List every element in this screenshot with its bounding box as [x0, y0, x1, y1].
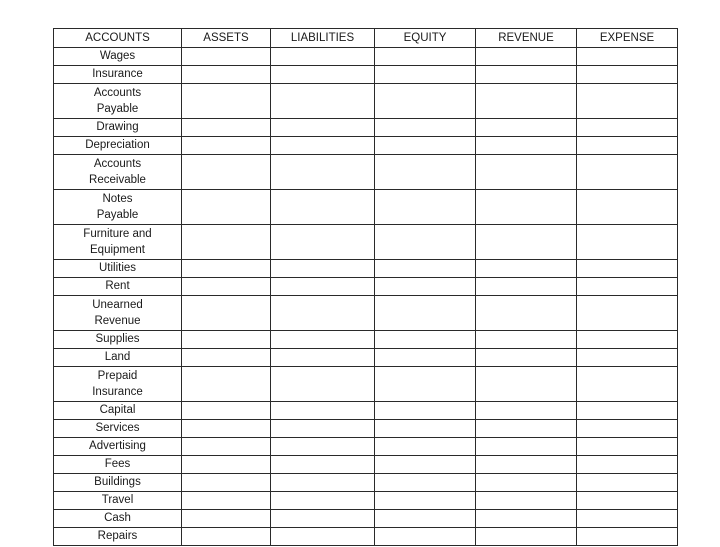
expense-cell[interactable] — [577, 492, 678, 510]
account-name: Unearned Revenue — [92, 298, 143, 327]
table-row — [54, 137, 678, 155]
account-name: Services — [95, 422, 140, 435]
expense-cell[interactable] — [577, 119, 678, 137]
header-assets: ASSETS — [182, 29, 271, 48]
accounts-worksheet — [53, 28, 678, 546]
expense-cell[interactable] — [577, 474, 678, 492]
liabilities-cell[interactable] — [271, 84, 375, 119]
account-name-cell — [54, 331, 182, 349]
revenue-cell[interactable] — [476, 438, 577, 456]
equity-cell[interactable] — [375, 155, 476, 190]
account-name: Utilities — [98, 262, 137, 275]
assets-cell[interactable] — [182, 260, 271, 278]
account-name-cell — [54, 492, 182, 510]
table-row — [54, 367, 678, 402]
liabilities-cell[interactable] — [271, 137, 375, 155]
table-row — [54, 438, 678, 456]
account-name-cell — [54, 278, 182, 296]
assets-cell[interactable] — [182, 48, 271, 66]
expense-cell[interactable] — [577, 402, 678, 420]
revenue-cell[interactable] — [476, 225, 577, 260]
table-row — [54, 84, 678, 119]
liabilities-cell[interactable] — [271, 492, 375, 510]
revenue-cell[interactable] — [476, 349, 577, 367]
header-expense: EXPENSE — [577, 29, 678, 48]
expense-cell[interactable] — [577, 510, 678, 528]
expense-cell[interactable] — [577, 438, 678, 456]
table-row — [54, 190, 678, 225]
expense-cell[interactable] — [577, 528, 678, 546]
assets-cell[interactable] — [182, 420, 271, 438]
account-name-cell — [54, 66, 182, 84]
account-name-cell — [54, 48, 182, 66]
equity-cell[interactable] — [375, 278, 476, 296]
account-name-cell — [54, 190, 182, 225]
expense-cell[interactable] — [577, 278, 678, 296]
liabilities-cell[interactable] — [271, 438, 375, 456]
assets-cell[interactable] — [182, 190, 271, 225]
table-row — [54, 296, 678, 331]
account-name: Notes Payable — [96, 192, 139, 221]
equity-cell[interactable] — [375, 492, 476, 510]
table-row — [54, 420, 678, 438]
revenue-cell[interactable] — [476, 137, 577, 155]
assets-cell[interactable] — [182, 331, 271, 349]
expense-cell[interactable] — [577, 66, 678, 84]
account-name-cell — [54, 155, 182, 190]
liabilities-cell[interactable] — [271, 456, 375, 474]
table-row — [54, 331, 678, 349]
revenue-cell[interactable] — [476, 528, 577, 546]
table-row — [54, 474, 678, 492]
table-row — [54, 510, 678, 528]
assets-cell[interactable] — [182, 349, 271, 367]
revenue-cell[interactable] — [476, 260, 577, 278]
account-name: Land — [104, 351, 131, 364]
account-name-cell — [54, 225, 182, 260]
table-row — [54, 119, 678, 137]
expense-cell[interactable] — [577, 456, 678, 474]
table-row — [54, 225, 678, 260]
account-name: Furniture and Equipment — [83, 227, 152, 256]
assets-cell[interactable] — [182, 225, 271, 260]
liabilities-cell[interactable] — [271, 349, 375, 367]
liabilities-cell[interactable] — [271, 528, 375, 546]
revenue-cell[interactable] — [476, 367, 577, 402]
account-name: Cash — [104, 512, 131, 525]
account-name-cell — [54, 456, 182, 474]
equity-cell[interactable] — [375, 119, 476, 137]
equity-cell[interactable] — [375, 402, 476, 420]
expense-cell[interactable] — [577, 190, 678, 225]
assets-cell[interactable] — [182, 528, 271, 546]
account-name-cell — [54, 438, 182, 456]
expense-cell[interactable] — [577, 367, 678, 402]
liabilities-cell[interactable] — [271, 225, 375, 260]
table-row — [54, 48, 678, 66]
liabilities-cell[interactable] — [271, 367, 375, 402]
revenue-cell[interactable] — [476, 84, 577, 119]
assets-cell[interactable] — [182, 492, 271, 510]
assets-cell[interactable] — [182, 474, 271, 492]
assets-cell[interactable] — [182, 278, 271, 296]
equity-cell[interactable] — [375, 331, 476, 349]
revenue-cell[interactable] — [476, 331, 577, 349]
liabilities-cell[interactable] — [271, 402, 375, 420]
equity-cell[interactable] — [375, 528, 476, 546]
equity-cell[interactable] — [375, 438, 476, 456]
equity-cell[interactable] — [375, 137, 476, 155]
account-name-cell — [54, 367, 182, 402]
account-name: Repairs — [97, 530, 138, 543]
equity-cell[interactable] — [375, 456, 476, 474]
liabilities-cell[interactable] — [271, 260, 375, 278]
equity-cell[interactable] — [375, 296, 476, 331]
equity-cell[interactable] — [375, 349, 476, 367]
account-name: Insurance — [92, 68, 143, 81]
revenue-cell[interactable] — [476, 278, 577, 296]
header-liabilities: LIABILITIES — [271, 29, 375, 48]
equity-cell[interactable] — [375, 48, 476, 66]
liabilities-cell[interactable] — [271, 296, 375, 331]
equity-cell[interactable] — [375, 84, 476, 119]
account-name-cell — [54, 137, 182, 155]
expense-cell[interactable] — [577, 225, 678, 260]
account-name: Travel — [101, 494, 134, 507]
account-name-cell — [54, 119, 182, 137]
revenue-cell[interactable] — [476, 190, 577, 225]
table-row — [54, 528, 678, 546]
account-name-cell — [54, 296, 182, 331]
account-name: Accounts Receivable — [89, 157, 146, 186]
header-equity: EQUITY — [375, 29, 476, 48]
liabilities-cell[interactable] — [271, 331, 375, 349]
liabilities-cell[interactable] — [271, 155, 375, 190]
account-name: Advertising — [89, 440, 146, 453]
header-accounts: ACCOUNTS — [54, 29, 182, 48]
liabilities-cell[interactable] — [271, 474, 375, 492]
revenue-cell[interactable] — [476, 420, 577, 438]
account-name: Buildings — [94, 476, 141, 489]
liabilities-cell[interactable] — [271, 510, 375, 528]
equity-cell[interactable] — [375, 510, 476, 528]
assets-cell[interactable] — [182, 119, 271, 137]
liabilities-cell[interactable] — [271, 48, 375, 66]
equity-cell[interactable] — [375, 190, 476, 225]
assets-cell[interactable] — [182, 438, 271, 456]
expense-cell[interactable] — [577, 420, 678, 438]
assets-cell[interactable] — [182, 402, 271, 420]
account-name-cell — [54, 528, 182, 546]
expense-cell[interactable] — [577, 296, 678, 331]
equity-cell[interactable] — [375, 225, 476, 260]
account-name: Depreciation — [85, 139, 150, 152]
account-name-cell — [54, 510, 182, 528]
table-row — [54, 66, 678, 84]
equity-cell[interactable] — [375, 367, 476, 402]
liabilities-cell[interactable] — [271, 190, 375, 225]
assets-cell[interactable] — [182, 367, 271, 402]
account-name-cell — [54, 402, 182, 420]
revenue-cell[interactable] — [476, 402, 577, 420]
account-name: Wages — [99, 50, 136, 63]
header-revenue: REVENUE — [476, 29, 577, 48]
assets-cell[interactable] — [182, 456, 271, 474]
liabilities-cell[interactable] — [271, 278, 375, 296]
expense-cell[interactable] — [577, 349, 678, 367]
account-name: Supplies — [95, 333, 140, 346]
equity-cell[interactable] — [375, 420, 476, 438]
revenue-cell[interactable] — [476, 510, 577, 528]
revenue-cell[interactable] — [476, 48, 577, 66]
table-row — [54, 492, 678, 510]
account-name: Drawing — [96, 121, 139, 134]
revenue-cell[interactable] — [476, 66, 577, 84]
account-name: Capital — [99, 404, 136, 417]
expense-cell[interactable] — [577, 137, 678, 155]
account-name: Prepaid Insurance — [92, 369, 143, 398]
expense-cell[interactable] — [577, 260, 678, 278]
table-row — [54, 260, 678, 278]
table-row — [54, 456, 678, 474]
revenue-cell[interactable] — [476, 296, 577, 331]
account-name-cell — [54, 474, 182, 492]
table-row — [54, 155, 678, 190]
revenue-cell[interactable] — [476, 456, 577, 474]
liabilities-cell[interactable] — [271, 420, 375, 438]
expense-cell[interactable] — [577, 155, 678, 190]
assets-cell[interactable] — [182, 66, 271, 84]
table-row — [54, 278, 678, 296]
accounts-table — [53, 28, 678, 546]
expense-cell[interactable] — [577, 331, 678, 349]
equity-cell[interactable] — [375, 474, 476, 492]
revenue-cell[interactable] — [476, 155, 577, 190]
table-row — [54, 349, 678, 367]
assets-cell[interactable] — [182, 155, 271, 190]
header-row — [54, 29, 678, 48]
account-name-cell — [54, 349, 182, 367]
account-name-cell — [54, 260, 182, 278]
assets-cell[interactable] — [182, 137, 271, 155]
account-name: Fees — [104, 458, 131, 471]
expense-cell[interactable] — [577, 48, 678, 66]
expense-cell[interactable] — [577, 84, 678, 119]
assets-cell[interactable] — [182, 84, 271, 119]
revenue-cell[interactable] — [476, 474, 577, 492]
account-name: Rent — [105, 280, 130, 293]
revenue-cell[interactable] — [476, 492, 577, 510]
account-name-cell — [54, 84, 182, 119]
account-name: Accounts Payable — [93, 86, 142, 115]
liabilities-cell[interactable] — [271, 66, 375, 84]
assets-cell[interactable] — [182, 296, 271, 331]
revenue-cell[interactable] — [476, 119, 577, 137]
table-row — [54, 402, 678, 420]
equity-cell[interactable] — [375, 66, 476, 84]
equity-cell[interactable] — [375, 260, 476, 278]
account-name-cell — [54, 420, 182, 438]
assets-cell[interactable] — [182, 510, 271, 528]
liabilities-cell[interactable] — [271, 119, 375, 137]
